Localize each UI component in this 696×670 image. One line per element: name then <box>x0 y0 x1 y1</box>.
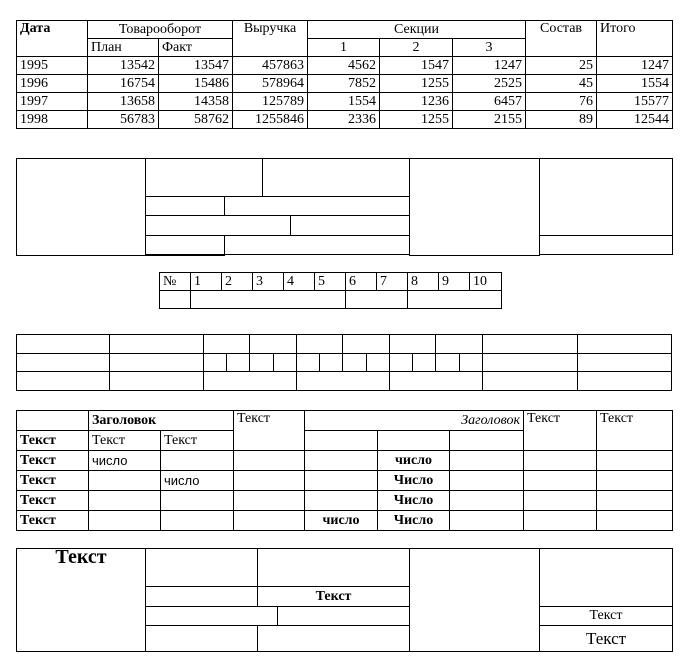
cell-plan: 13658 <box>88 93 159 111</box>
empty-cell <box>482 372 577 391</box>
number-cell: число <box>89 451 161 471</box>
empty-cell <box>234 451 305 471</box>
empty-cell <box>89 511 161 531</box>
row-label: Текст <box>17 511 89 531</box>
empty-cell <box>305 491 378 511</box>
header-total: Итого <box>597 21 673 57</box>
table-row <box>17 471 673 491</box>
header-section-2: 2 <box>380 39 453 57</box>
text-cell: Текст <box>597 411 673 451</box>
empty-cell <box>291 216 410 236</box>
empty-cell <box>17 372 110 391</box>
empty-cell <box>320 354 343 372</box>
empty-cell <box>389 354 412 372</box>
text-cell: Текст <box>234 411 305 451</box>
text-cell: Текст <box>161 431 234 451</box>
empty-cell <box>250 354 273 372</box>
cell-section-2: 1236 <box>380 93 453 111</box>
cell-section-2: 1255 <box>380 111 453 129</box>
header-col-3: 3 <box>253 273 284 291</box>
empty-cell <box>305 431 378 451</box>
cell-plan: 56783 <box>88 111 159 129</box>
merged-cells-table <box>16 158 673 256</box>
empty-cell <box>305 471 378 491</box>
big-text: Текст <box>17 549 146 652</box>
cell-fact: 13547 <box>159 57 233 75</box>
empty-cell <box>258 549 410 587</box>
empty-cell <box>597 451 673 471</box>
cell-plan: 16754 <box>88 75 159 93</box>
empty-cell <box>227 354 250 372</box>
empty-cell <box>17 411 89 431</box>
empty-cell <box>459 354 482 372</box>
cell-section-3: 6457 <box>453 93 526 111</box>
cell-section-1: 7852 <box>308 75 380 93</box>
empty-cell <box>366 354 389 372</box>
row-label: Текст <box>17 471 89 491</box>
empty-cell <box>161 451 234 471</box>
empty-cell <box>540 236 673 255</box>
empty-cell <box>109 354 203 372</box>
empty-cell <box>296 335 342 354</box>
empty-cell <box>450 451 524 471</box>
sales-table <box>16 20 673 129</box>
empty-cell <box>450 431 524 451</box>
empty-cell <box>160 291 191 309</box>
number-cell: число <box>378 451 450 471</box>
empty-cell <box>408 291 502 309</box>
empty-cell <box>273 354 296 372</box>
empty-cell <box>89 471 161 491</box>
header-col-9: 9 <box>439 273 470 291</box>
empty-cell <box>540 159 673 236</box>
empty-cell <box>250 335 296 354</box>
cell-year: 1996 <box>17 75 88 93</box>
table-row <box>17 511 673 531</box>
header-col-7: 7 <box>377 273 408 291</box>
empty-cell <box>17 159 146 256</box>
empty-cell <box>482 335 577 354</box>
empty-cell <box>225 197 410 216</box>
cell-revenue: 1255846 <box>233 111 308 129</box>
empty-cell <box>278 607 410 626</box>
empty-cell <box>234 471 305 491</box>
number-cell: число <box>305 511 378 531</box>
header-col-1: 1 <box>191 273 222 291</box>
empty-cell <box>263 159 410 197</box>
empty-cell <box>203 372 296 391</box>
table-row <box>17 75 673 93</box>
empty-cell <box>482 354 577 372</box>
cell-section-3: 1247 <box>453 57 526 75</box>
cell-staff: 89 <box>526 111 597 129</box>
empty-cell <box>436 335 482 354</box>
empty-cell <box>161 511 234 531</box>
number-cell: число <box>161 471 234 491</box>
cell-section-1: 2336 <box>308 111 380 129</box>
header-section-3: 3 <box>453 39 526 57</box>
empty-cell <box>296 354 319 372</box>
table-row <box>17 491 673 511</box>
header-fact: Факт <box>159 39 233 57</box>
empty-cell <box>203 354 226 372</box>
cell-section-3: 2525 <box>453 75 526 93</box>
empty-cell <box>597 511 673 531</box>
table-row <box>17 93 673 111</box>
empty-cell <box>450 491 524 511</box>
empty-cell <box>17 354 110 372</box>
number-cell: Число <box>378 511 450 531</box>
header-number-sign: № <box>160 273 191 291</box>
empty-cell <box>524 451 597 471</box>
cell-fact: 14358 <box>159 93 233 111</box>
empty-cell <box>305 451 378 471</box>
empty-cell <box>225 236 410 255</box>
empty-cell <box>540 549 673 607</box>
empty-cell <box>146 626 258 652</box>
number-cell: Число <box>378 471 450 491</box>
right-text-small: Текст <box>540 607 673 626</box>
empty-cell <box>146 216 291 236</box>
cell-fact: 58762 <box>159 111 233 129</box>
text-cell: Текст <box>89 431 161 451</box>
empty-cell <box>524 471 597 491</box>
empty-cell <box>161 491 234 511</box>
header-sections: Секции <box>308 21 526 39</box>
text-cell: Текст <box>524 411 597 451</box>
cell-revenue: 125789 <box>233 93 308 111</box>
empty-cell <box>378 431 450 451</box>
header-staff: Состав <box>526 21 597 57</box>
empty-cell <box>436 354 459 372</box>
empty-cell <box>346 291 408 309</box>
empty-cell <box>389 335 435 354</box>
cell-section-1: 4562 <box>308 57 380 75</box>
row-label: Текст <box>17 451 89 471</box>
cell-year: 1995 <box>17 57 88 75</box>
row-label: Текст <box>17 431 89 451</box>
empty-cell <box>597 491 673 511</box>
cell-fact: 15486 <box>159 75 233 93</box>
header-col-5: 5 <box>315 273 346 291</box>
cell-revenue: 578964 <box>233 75 308 93</box>
table-row <box>17 57 673 75</box>
empty-cell <box>410 159 540 256</box>
empty-cell <box>146 236 225 255</box>
empty-cell <box>146 197 225 216</box>
empty-cell <box>296 372 389 391</box>
empty-cell <box>234 491 305 511</box>
header-col-2: 2 <box>222 273 253 291</box>
cell-total: 15577 <box>597 93 673 111</box>
cell-staff: 45 <box>526 75 597 93</box>
header-col-8: 8 <box>408 273 439 291</box>
empty-cell <box>450 511 524 531</box>
empty-cell <box>389 372 482 391</box>
empty-cell <box>577 372 671 391</box>
header-col-10: 10 <box>470 273 502 291</box>
empty-cell <box>258 626 410 652</box>
empty-cell <box>597 471 673 491</box>
cell-revenue: 457863 <box>233 57 308 75</box>
empty-cell <box>17 335 110 354</box>
empty-cell <box>450 471 524 491</box>
header-section-1: 1 <box>308 39 380 57</box>
empty-cell <box>410 549 540 652</box>
empty-cell <box>146 587 258 607</box>
empty-grid-table <box>16 334 672 391</box>
empty-cell <box>524 511 597 531</box>
merged-text-table <box>16 548 673 652</box>
cell-section-3: 2155 <box>453 111 526 129</box>
right-text-large: Текст <box>540 626 673 652</box>
cell-year: 1998 <box>17 111 88 129</box>
empty-cell <box>343 354 366 372</box>
cell-staff: 25 <box>526 57 597 75</box>
table-row <box>17 451 673 471</box>
empty-cell <box>577 335 671 354</box>
cell-total: 12544 <box>597 111 673 129</box>
header-turnover: Товарооборот <box>88 21 233 39</box>
number-cell: Число <box>378 491 450 511</box>
header-revenue: Выручка <box>233 21 308 57</box>
empty-cell <box>191 291 346 309</box>
row-label: Текст <box>17 491 89 511</box>
numbered-table <box>159 272 502 309</box>
center-text: Текст <box>258 587 410 607</box>
header-col-6: 6 <box>346 273 377 291</box>
header-plan: План <box>88 39 159 57</box>
empty-cell <box>109 335 203 354</box>
cell-total: 1554 <box>597 75 673 93</box>
cell-section-2: 1255 <box>380 75 453 93</box>
cell-plan: 13542 <box>88 57 159 75</box>
cell-staff: 76 <box>526 93 597 111</box>
empty-cell <box>234 511 305 531</box>
empty-cell <box>577 354 671 372</box>
cell-section-1: 1554 <box>308 93 380 111</box>
empty-cell <box>343 335 389 354</box>
header-col-4: 4 <box>284 273 315 291</box>
table-row <box>17 111 673 129</box>
empty-cell <box>146 607 278 626</box>
empty-cell <box>413 354 436 372</box>
cell-total: 1247 <box>597 57 673 75</box>
empty-cell <box>89 491 161 511</box>
cell-section-2: 1547 <box>380 57 453 75</box>
header-date: Дата <box>17 21 88 57</box>
cell-year: 1997 <box>17 93 88 111</box>
empty-cell <box>146 159 263 197</box>
heading-italic: Заголовок <box>305 411 524 431</box>
heading-bold: Заголовок <box>89 411 234 431</box>
empty-cell <box>203 335 249 354</box>
empty-cell <box>146 549 258 587</box>
text-table <box>16 410 673 531</box>
empty-cell <box>524 491 597 511</box>
empty-cell <box>109 372 203 391</box>
empty-cell <box>146 255 225 256</box>
